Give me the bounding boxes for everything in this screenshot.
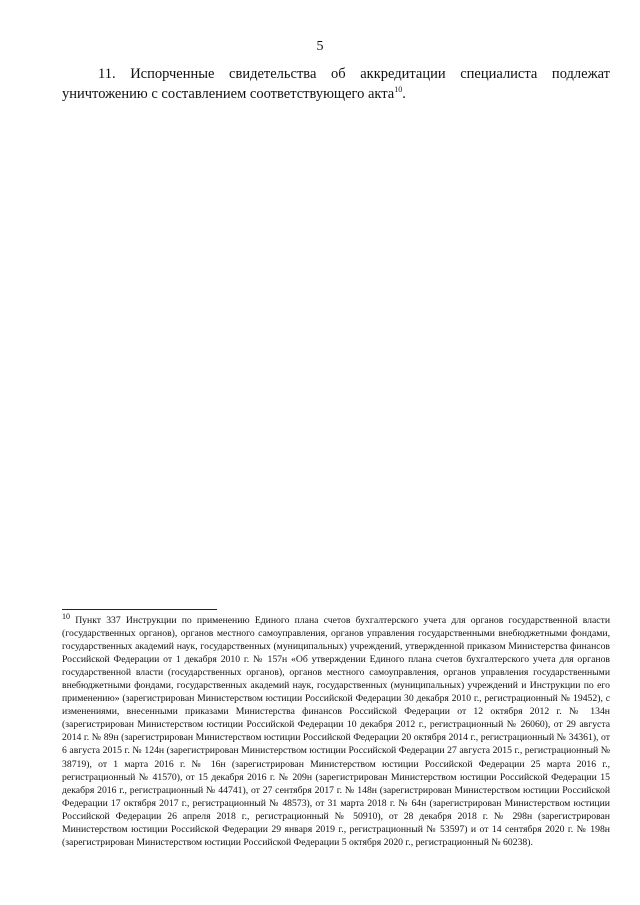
footnote-marker: 10 (62, 611, 70, 621)
footnote-reference[interactable]: 10 (394, 85, 403, 95)
page-number: 5 (316, 39, 324, 54)
footnote-separator (62, 609, 217, 610)
paragraph-trailing-period: . (402, 86, 406, 102)
paragraph-text: Испорченные свидетельства об аккредитации специалиста подлежат уничтожению с составлением соответствующего акта (62, 66, 610, 102)
paragraph-11 (62, 64, 610, 104)
paragraph-number: 11. (98, 66, 116, 82)
footnote-10 (62, 611, 611, 849)
footnote-text: Пункт 337 Инструкции по применению Единого плана счетов бухгалтерского учета для органов государственной власти (государственных органов), органов местного самоуправления, органов управления государственными внебюджетными фондами, государственных академий наук, государственных (муниципальных) учреждений, утвержденной приказом Министерства финансов Российской Федерации от 1 декабря 2010 г. № 157н «Об утверждении Единого плана счетов бухгалтерского учета для органов государственной власти (государственных органов), органов местного самоуправления, органов управления государственными внебюджетными фондами, государственных академий наук, государственных (муниципальных) учреждений и Инструкции по его применению» (зарегистрирован Министерством юстиции Российской Федерации 30 декабря 2010 г., регистрационный № 19452), с изменениями, внесенными приказами Министерства финансов Российской Федерации от 12 октября 2012 г. № 134н (зарегистрирован Министерством юстиции Российской Федерации 10 декабря 2012 г., регистрационный № 26060), от 29 августа 2014 г. № 89н (зарегистрирован Министерством юстиции Российской Федерации 20 октября 2014 г., регистрационный № 34361), от 6 августа 2015 г. № 124н (зарегистрирован Министерством юстиции Российской Федерации 27 августа 2015 г., регистрационный № 38719), от 1 марта 2016 г. № 16н (зарегистрирован Министерством юстиции Российской Федерации 25 марта 2016 г., регистрационный № 41570), от 15 декабря 2016 г. № 209н (зарегистрирован Министерством юстиции Российской Федерации 15 декабря 2016 г., регистрационный № 44741), от 27 сентября 2017 г. № 148н (зарегистрирован Министерством юстиции Российской Федерации 17 октября 2017 г., регистрационный № 48573), от 31 марта 2018 г. № 64н (зарегистрирован Министерством юстиции Российской Федерации 26 апреля 2018 г., регистрационный № 50910), от 28 декабря 2018 г. № 298н (зарегистрирован Министерством юстиции Российской Федерации 29 января 2019 г., регистрационный № 53597) и от 14 сентября 2020 г. № 198н (зарегистрирован Министерством юстиции Российской Федерации 5 октября 2020 г., регистрационный № 60238). (62, 615, 611, 848)
